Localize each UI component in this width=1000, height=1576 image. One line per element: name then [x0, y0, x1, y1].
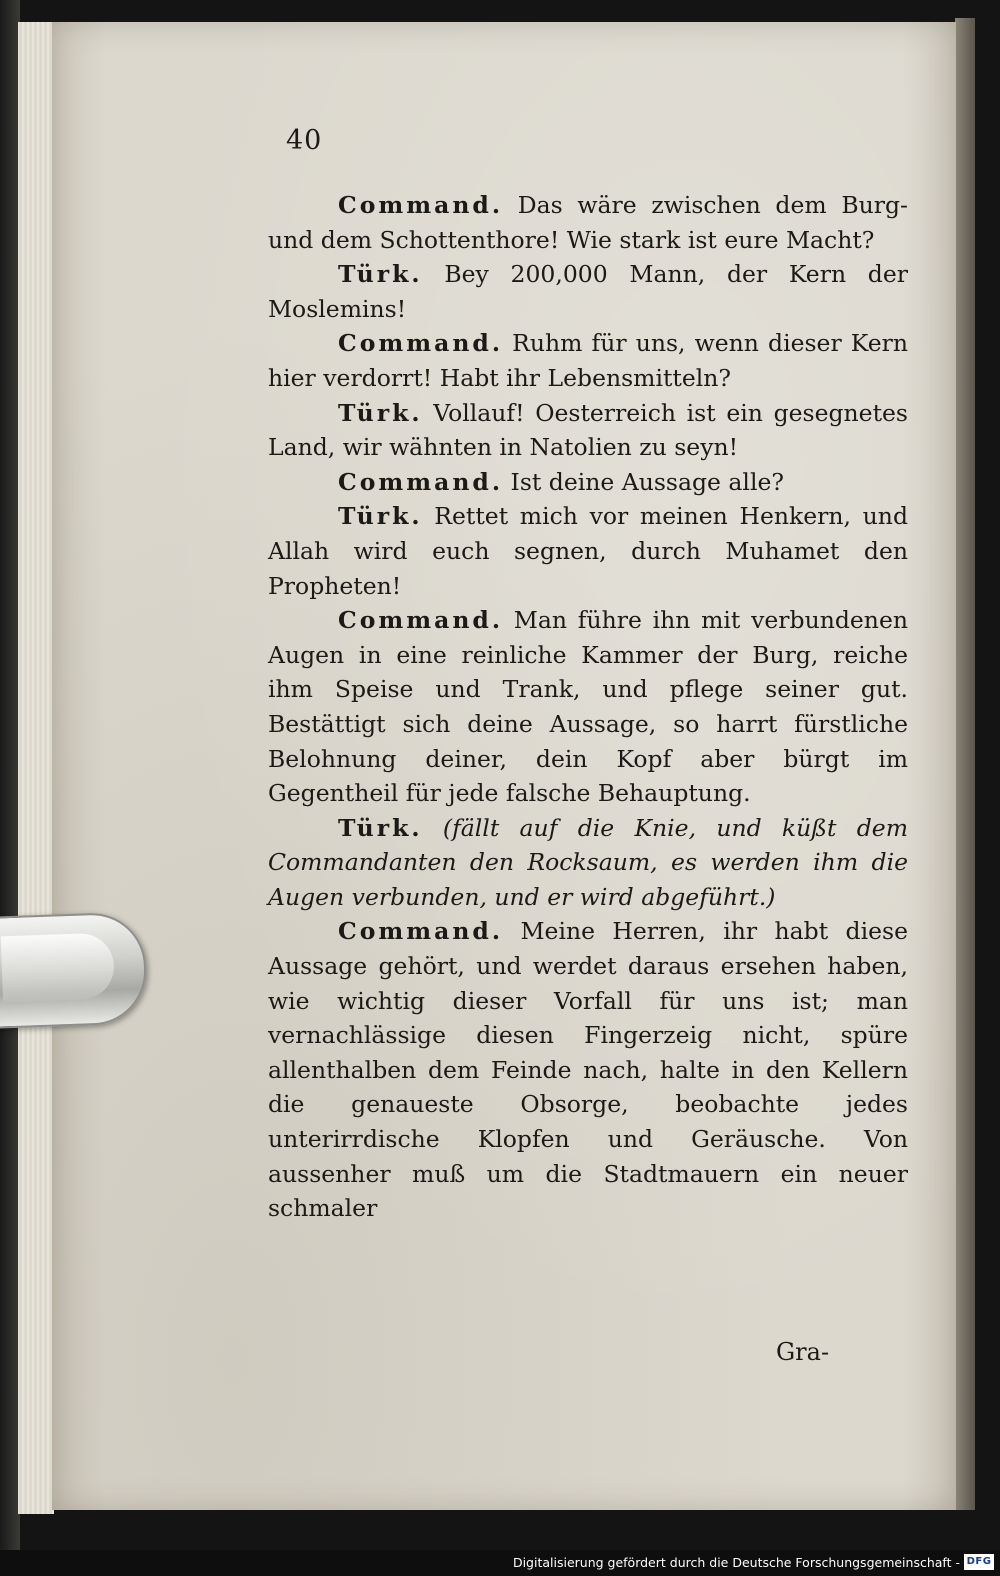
page-gutter-shadow [955, 18, 975, 1510]
paragraph-text: Rettet mich vor meinen Henkern, und Allah wird euch segnen, durch Muhamet den Propheten! [268, 502, 908, 600]
speaker-label: Command. [338, 191, 504, 219]
speaker-label: Command. [338, 467, 504, 496]
paragraph-text: Bey 200,000 Mann, der Kern der Moslemins! [268, 260, 908, 323]
footer-bar [0, 1550, 1000, 1576]
speaker-label: Türk. [338, 813, 423, 842]
speaker-label: Command. [338, 606, 504, 635]
paragraph-text: Vollauf! Oesterreich ist ein gesegnetes Land, wir wähnten in Natolien zu seyn! [268, 398, 908, 462]
stage-direction: (fällt auf die Knie, und küßt dem Commandanten den Rocksaum, es werden ihm die Augen verbunden, und er wird abgeführt.) [268, 813, 908, 911]
book-spine-edge [0, 0, 20, 1550]
page-text [268, 188, 908, 1226]
paragraph [268, 499, 908, 603]
speaker-label: Command. [338, 329, 504, 358]
paragraph-text: Das wäre zwischen dem Burg- und dem Schottenthore! Wie stark ist eure Macht? [268, 191, 908, 254]
paragraph [268, 811, 908, 915]
funding-credit: Digitalisierung gefördert durch die Deutsche Forschungsgemeinschaft - [512, 1555, 960, 1570]
speaker-label: Türk. [338, 260, 423, 289]
paragraph [268, 257, 908, 326]
dfg-logo: DFG [964, 1554, 994, 1570]
paragraph-text: Ist deine Aussage alle? [510, 467, 784, 496]
page-stack-edges [18, 22, 54, 1514]
paragraph-text: Man führe ihn mit verbundenen Augen in eine reinliche Kammer der Burg, reiche ihm Speise und Trank, und pflege seiner gut. Bestättigt sich deine Aussage, so harrt fürstliche Belohnung deiner, dein Kopf aber bürgt im Gegentheil für jede falsche Behauptung. [268, 606, 908, 808]
page-clip-highlight [1, 932, 115, 1002]
paragraph [268, 914, 908, 1225]
speaker-label: Türk. [338, 502, 423, 531]
page-clip [0, 911, 148, 1028]
speaker-label: Command. [338, 917, 504, 946]
speaker-label: Türk. [338, 398, 423, 427]
paragraph [268, 326, 908, 395]
paragraph [268, 188, 908, 257]
paragraph [268, 396, 908, 465]
paragraph-text: Ruhm für uns, wenn dieser Kern hier verdorrt! Habt ihr Lebensmitteln? [268, 329, 908, 392]
paragraph [268, 603, 908, 811]
page-number: 40 [286, 125, 323, 156]
catchword: Gra- [776, 1338, 830, 1366]
paragraph [268, 465, 908, 500]
paragraph-text: Meine Herren, ihr habt diese Aussage gehört, und werdet daraus ersehen haben, wie wichtig dieser Vorfall für uns ist; man vernachlässige diesen Fingerzeig nicht, spüre allenthalben dem Feinde nach, halte in den Kellern die genaueste Obsorge, beobachte jedes unterirrdische Klopfen und Geräusche. Von aussenher muß um die Stadtmauern ein neuer schmaler [268, 917, 908, 1223]
